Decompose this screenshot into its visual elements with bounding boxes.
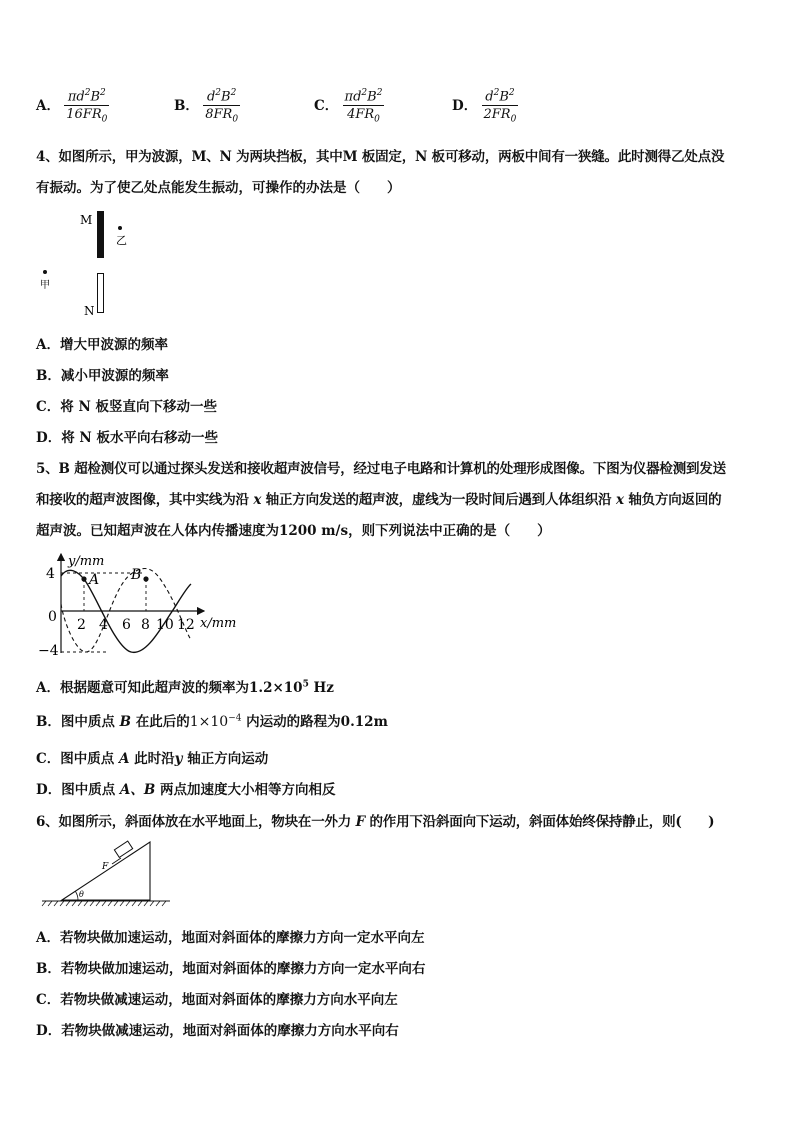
theta-label: θ bbox=[79, 890, 84, 899]
q3-option-a bbox=[36, 88, 109, 125]
q4-option-d: D．将 N 板水平向右移动一些 bbox=[36, 430, 218, 446]
q4-stem-line2: 有振动。为了使乙处点能发生振动，可操作的办法是（ ） bbox=[36, 180, 401, 196]
q4-option-c: C．将 N 板竖直向下移动一些 bbox=[36, 399, 217, 415]
q5-stem-line2: 和接收的超声波图像，其中实线为沿 x 轴正方向发送的超声波，虚线为一段时间后遇到人体组织沿 x 轴负方向返回的 bbox=[36, 492, 722, 508]
label-n: N bbox=[84, 304, 95, 318]
q4-figure bbox=[30, 205, 150, 320]
ground-hatch bbox=[42, 901, 166, 906]
option-label: B． bbox=[174, 97, 199, 114]
x-tick-10: 10 bbox=[156, 617, 174, 633]
fraction: $\frac{\pi d^2B^2}{4FR_0}$ bbox=[344, 88, 383, 125]
plate-n bbox=[98, 274, 104, 313]
label-yi: 乙 bbox=[116, 234, 127, 247]
q4-option-b: B．减小甲波源的频率 bbox=[36, 368, 169, 384]
q5-option-d: D．图中质点 A、B 两点加速度大小相等方向相反 bbox=[36, 782, 336, 798]
point-b-label: B bbox=[131, 567, 142, 583]
point-yi bbox=[118, 226, 122, 230]
q6-option-b: B．若物块做加速运动，地面对斜面体的摩擦力方向一定水平向右 bbox=[36, 961, 426, 977]
label-jia: 甲 bbox=[40, 280, 50, 291]
point-a-label: A bbox=[89, 572, 100, 588]
x-tick-12: 12 bbox=[177, 617, 195, 633]
x-tick-4: 4 bbox=[99, 617, 108, 633]
q3-option-b bbox=[174, 88, 240, 125]
point-b bbox=[143, 576, 148, 581]
q6-option-c: C．若物块做减速运动，地面对斜面体的摩擦力方向水平向左 bbox=[36, 992, 398, 1008]
point-jia bbox=[43, 270, 47, 274]
q6-incline-figure bbox=[40, 838, 175, 910]
q3-option-d bbox=[452, 88, 518, 125]
q5-option-b: B．图中质点 B 在此后的$1\times 10^{-4}$ 内运动的路程为0.12m bbox=[36, 713, 388, 730]
q6-option-a: A．若物块做加速运动，地面对斜面体的摩擦力方向一定水平向左 bbox=[36, 930, 425, 946]
x-tick-2: 2 bbox=[77, 617, 86, 633]
point-a bbox=[81, 576, 86, 581]
label-m: M bbox=[80, 213, 93, 227]
fraction: $\frac{\pi d^2B^2}{16FR_0}$ bbox=[66, 88, 108, 125]
fraction: $\frac{d^2B^2}{2FR_0}$ bbox=[483, 88, 517, 125]
wave-dashed bbox=[61, 569, 191, 652]
option-label: D． bbox=[452, 97, 478, 114]
y-tick-neg4: −4 bbox=[38, 643, 59, 659]
q5-wave-figure bbox=[36, 548, 256, 666]
option-label: A． bbox=[36, 97, 60, 114]
force-line bbox=[112, 858, 121, 864]
q6-option-d: D．若物块做减速运动，地面对斜面体的摩擦力方向水平向右 bbox=[36, 1023, 399, 1039]
angle-arc bbox=[76, 892, 79, 901]
x-tick-8: 8 bbox=[141, 617, 150, 633]
q6-stem: 6、如图所示，斜面体放在水平地面上，物块在一外力 F 的作用下沿斜面向下运动，斜面体始终保持静止，则( ) bbox=[36, 814, 715, 830]
x-tick-6: 6 bbox=[122, 617, 131, 633]
force-label: F bbox=[102, 862, 109, 872]
y-tick-0: 0 bbox=[48, 609, 57, 625]
y-tick-4: 4 bbox=[46, 566, 55, 582]
y-axis-label: y/mm bbox=[68, 554, 105, 569]
q5-stem-line1: 5、B 超检测仪可以通过探头发送和接收超声波信号，经过电子电路和计算机的处理形成图像。下图为仪器检测到发送 bbox=[36, 461, 726, 477]
q4-stem-line1: 4、如图所示，甲为波源，M、N 为两块挡板，其中M 板固定，N 板可移动，两板中间有一狭缝。此时测得乙处点没 bbox=[36, 149, 725, 165]
x-axis-label: x/mm bbox=[200, 616, 237, 631]
q5-stem-line3: 超声波。已知超声波在人体内传播速度为1200 m/s，则下列说法中正确的是（ ） bbox=[36, 523, 551, 539]
q4-option-a: A．增大甲波源的频率 bbox=[36, 337, 168, 353]
plate-m bbox=[97, 211, 104, 258]
option-label: C． bbox=[314, 97, 339, 114]
fraction: $\frac{d^2B^2}{8FR_0}$ bbox=[205, 88, 239, 125]
q5-option-c: C．图中质点 A 此时沿y 轴正方向运动 bbox=[36, 751, 269, 767]
q3-option-c bbox=[314, 88, 384, 125]
q5-option-a: A．根据题意可知此超声波的频率为$1.2\times 10^5$ Hz bbox=[36, 679, 334, 696]
